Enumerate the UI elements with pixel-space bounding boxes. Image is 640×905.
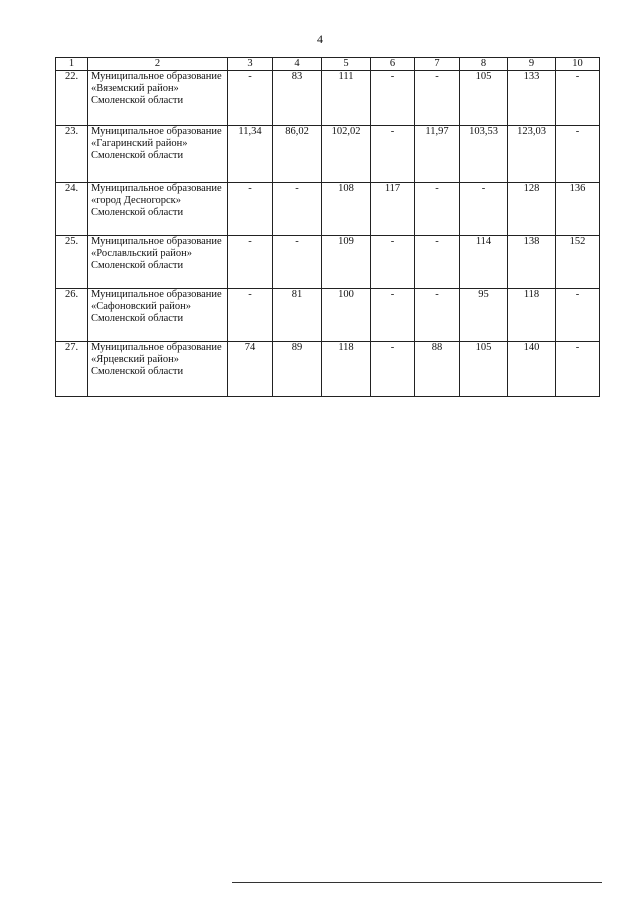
municipality-name: Муниципальное образование «Ярцевский район» Смоленской области xyxy=(88,342,228,397)
value-cell: - xyxy=(228,236,273,289)
value-cell: - xyxy=(415,71,460,126)
value-cell: 138 xyxy=(508,236,556,289)
header-cell: 7 xyxy=(415,58,460,71)
value-cell: 95 xyxy=(460,289,508,342)
table-row xyxy=(56,126,600,183)
value-cell: 100 xyxy=(322,289,371,342)
value-cell: 118 xyxy=(322,342,371,397)
value-cell: 140 xyxy=(508,342,556,397)
header-cell: 8 xyxy=(460,58,508,71)
header-cell: 3 xyxy=(228,58,273,71)
value-cell: 86,02 xyxy=(273,126,322,183)
table-row xyxy=(56,289,600,342)
table-row xyxy=(56,342,600,397)
value-cell: 11,34 xyxy=(228,126,273,183)
value-cell: - xyxy=(415,236,460,289)
value-cell: 123,03 xyxy=(508,126,556,183)
value-cell: - xyxy=(415,289,460,342)
row-number: 24. xyxy=(56,183,88,236)
row-number: 22. xyxy=(56,71,88,126)
value-cell: 105 xyxy=(460,342,508,397)
row-number: 27. xyxy=(56,342,88,397)
page-number: 4 xyxy=(317,32,323,46)
value-cell: 11,97 xyxy=(415,126,460,183)
value-cell: 111 xyxy=(322,71,371,126)
value-cell: - xyxy=(371,236,415,289)
value-cell: - xyxy=(371,289,415,342)
value-cell: 133 xyxy=(508,71,556,126)
value-cell: - xyxy=(228,183,273,236)
header-cell: 6 xyxy=(371,58,415,71)
value-cell: 128 xyxy=(508,183,556,236)
table-row xyxy=(56,71,600,126)
data-table xyxy=(55,57,600,397)
header-cell: 2 xyxy=(88,58,228,71)
footer-rule xyxy=(232,882,602,883)
row-number: 26. xyxy=(56,289,88,342)
header-cell: 1 xyxy=(56,58,88,71)
value-cell: - xyxy=(273,183,322,236)
row-number: 25. xyxy=(56,236,88,289)
row-number: 23. xyxy=(56,126,88,183)
header-row xyxy=(56,58,600,71)
municipality-name: Муниципальное образование «Рославльский район» Смоленской области xyxy=(88,236,228,289)
municipality-name: Муниципальное образование «Гагаринский район» Смоленской области xyxy=(88,126,228,183)
value-cell: - xyxy=(228,289,273,342)
value-cell: 89 xyxy=(273,342,322,397)
value-cell: - xyxy=(460,183,508,236)
value-cell: 102,02 xyxy=(322,126,371,183)
value-cell: 136 xyxy=(556,183,600,236)
value-cell: 103,53 xyxy=(460,126,508,183)
table-row xyxy=(56,183,600,236)
value-cell: 114 xyxy=(460,236,508,289)
value-cell: 117 xyxy=(371,183,415,236)
value-cell: 108 xyxy=(322,183,371,236)
header-cell: 10 xyxy=(556,58,600,71)
value-cell: - xyxy=(273,236,322,289)
value-cell: - xyxy=(556,342,600,397)
value-cell: - xyxy=(371,126,415,183)
value-cell: - xyxy=(415,183,460,236)
table-row xyxy=(56,236,600,289)
header-cell: 4 xyxy=(273,58,322,71)
value-cell: 118 xyxy=(508,289,556,342)
value-cell: - xyxy=(228,71,273,126)
value-cell: 152 xyxy=(556,236,600,289)
value-cell: 83 xyxy=(273,71,322,126)
value-cell: - xyxy=(556,289,600,342)
value-cell: - xyxy=(371,71,415,126)
value-cell: 74 xyxy=(228,342,273,397)
value-cell: 109 xyxy=(322,236,371,289)
value-cell: - xyxy=(371,342,415,397)
header-cell: 9 xyxy=(508,58,556,71)
value-cell: 81 xyxy=(273,289,322,342)
value-cell: 88 xyxy=(415,342,460,397)
municipality-name: Муниципальное образование «Сафоновский район» Смоленской области xyxy=(88,289,228,342)
value-cell: - xyxy=(556,126,600,183)
value-cell: 105 xyxy=(460,71,508,126)
value-cell: - xyxy=(556,71,600,126)
municipality-name: Муниципальное образование «Вяземский район» Смоленской области xyxy=(88,71,228,126)
municipality-name: Муниципальное образование «город Десногорск» Смоленской области xyxy=(88,183,228,236)
header-cell: 5 xyxy=(322,58,371,71)
